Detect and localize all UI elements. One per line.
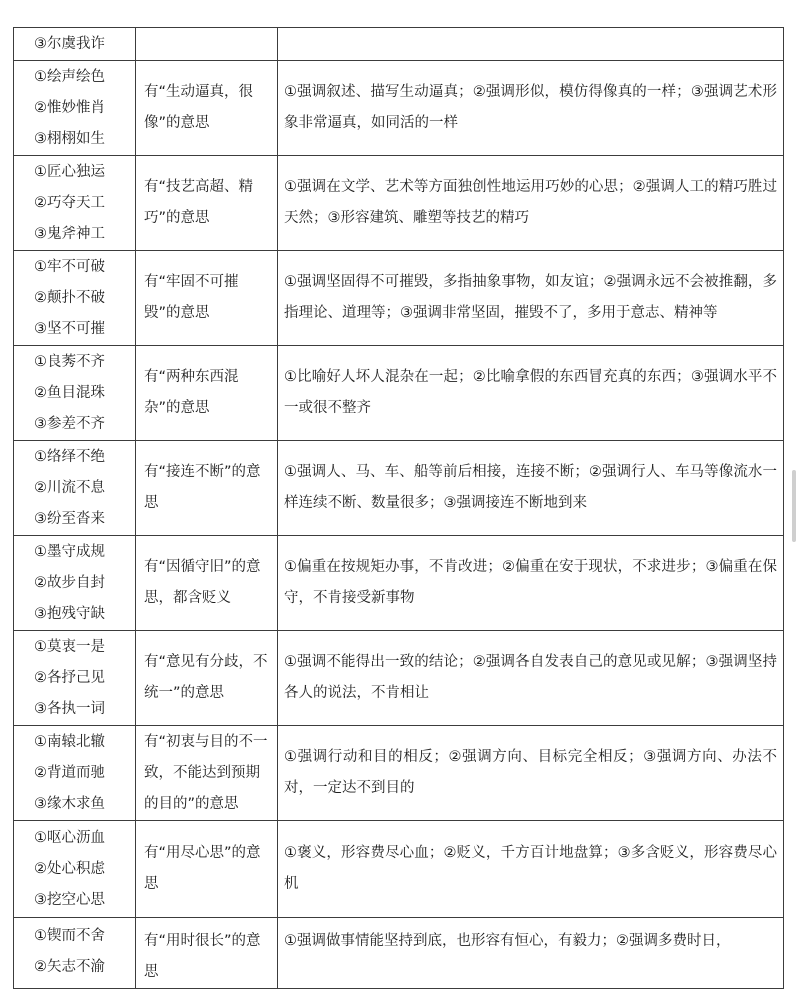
idiom: ③缘木求鱼 [34,795,105,812]
idiom: ①牢不可破 [34,258,105,275]
idiom: ②故步自封 [34,574,105,591]
idiom-group-cell [14,536,136,631]
idiom: ①锲而不舍 [34,928,105,944]
idiom: ②巧夺天工 [34,194,105,211]
idiom: ②川流不息 [34,479,105,496]
shared-meaning-cell: 有“生动逼真，很像”的意思 [136,61,278,156]
difference-cell: ①强调坚固得不可摧毁，多指抽象事物，如友谊；②强调永远不会被推翻，多指理论、道理等；③强调非常坚固，摧毁不了，多用于意志、精神等 [278,251,784,346]
idiom: ③挖空心思 [34,891,105,908]
table-row [14,821,784,918]
idiom: ②矢志不渝 [34,959,105,975]
table-row [14,441,784,536]
idiom-group-cell [14,726,136,821]
shared-meaning-cell [136,28,278,61]
shared-meaning-cell: 有“意见有分歧，不统一”的意思 [136,631,278,726]
difference-cell: ①褒义，形容费尽心血；②贬义，千方百计地盘算；③多含贬义，形容费尽心机 [278,821,784,918]
idiom-group-cell [14,346,136,441]
idiom-group-cell [14,28,136,61]
difference-cell: ①偏重在按规矩办事，不肯改进；②偏重在安于现状，不求进步；③偏重在保守，不肯接受新事物 [278,536,784,631]
idiom: ①匠心独运 [34,163,105,180]
idiom: ③栩栩如生 [34,130,105,147]
idiom-group-cell [14,61,136,156]
table-row [14,726,784,821]
idiom: ③纷至沓来 [34,510,105,527]
shared-meaning-cell: 有“接连不断”的意思 [136,441,278,536]
idiom: ①莫衷一是 [34,638,105,655]
idiom: ②处心积虑 [34,860,105,877]
idiom-group-cell [14,441,136,536]
table-row [14,536,784,631]
idiom: ②背道而驰 [34,764,105,781]
difference-cell: ①强调在文学、艺术等方面独创性地运用巧妙的心思；②强调人工的精巧胜过天然；③形容建筑、雕塑等技艺的精巧 [278,156,784,251]
table-row [14,918,784,989]
shared-meaning-cell: 有“牢固不可摧毁”的意思 [136,251,278,346]
idiom-group-cell [14,918,136,989]
shared-meaning-cell: 有“技艺高超、精巧”的意思 [136,156,278,251]
shared-meaning-cell: 有“用尽心思”的意思 [136,821,278,918]
idiom: ③抱残守缺 [34,605,105,622]
idiom: ①呕心沥血 [34,829,105,846]
idiom: ③参差不齐 [34,415,105,432]
difference-cell: ①强调不能得出一致的结论；②强调各自发表自己的意见或见解；③强调坚持各人的说法，不肯相让 [278,631,784,726]
idiom-group-cell [14,156,136,251]
idiom-group-cell [14,631,136,726]
idiom: ①络绎不绝 [34,448,105,465]
table-row [14,251,784,346]
shared-meaning-cell: 有“初衷与目的不一致，不能达到预期的目的”的意思 [136,726,278,821]
difference-cell: ①强调行动和目的相反；②强调方向、目标完全相反；③强调方向、办法不对，一定达不到目的 [278,726,784,821]
idiom: ①南辕北辙 [34,733,105,750]
idiom: ③坚不可摧 [34,320,105,337]
difference-cell [278,28,784,61]
shared-meaning-cell: 有“因循守旧”的意思，都含贬义 [136,536,278,631]
idiom: ①墨守成规 [34,543,105,560]
idiom-group-cell [14,251,136,346]
shared-meaning-cell: 有“用时很长”的意思 [136,918,278,989]
table-row [14,28,784,61]
idiom: ①良莠不齐 [34,353,105,370]
idiom: ②惟妙惟肖 [34,99,105,116]
difference-cell: ①强调叙述、描写生动逼真；②强调形似，模仿得像真的一样；③强调艺术形象非常逼真，如同活的一样 [278,61,784,156]
shared-meaning-cell: 有“两种东西混杂”的意思 [136,346,278,441]
idiom: ②鱼目混珠 [34,384,105,401]
idiom-group-cell [14,821,136,918]
table-row [14,156,784,251]
idiom: ③尔虞我诈 [34,35,105,52]
scrollbar-thumb[interactable] [792,470,796,542]
idiom: ②各抒己见 [34,669,105,686]
table-row [14,61,784,156]
idiom: ②颠扑不破 [34,289,105,306]
idiom-comparison-table [13,27,784,989]
table-row [14,631,784,726]
difference-cell: ①比喻好人坏人混杂在一起；②比喻拿假的东西冒充真的东西；③强调水平不一或很不整齐 [278,346,784,441]
idiom: ①绘声绘色 [34,68,105,85]
difference-cell: ①强调做事情能坚持到底，也形容有恒心，有毅力；②强调多费时日， [278,918,784,989]
idiom: ③各执一词 [34,700,105,717]
idiom: ③鬼斧神工 [34,225,105,242]
table-row [14,346,784,441]
difference-cell: ①强调人、马、车、船等前后相接，连接不断；②强调行人、车马等像流水一样连续不断、数量很多；③强调接连不断地到来 [278,441,784,536]
